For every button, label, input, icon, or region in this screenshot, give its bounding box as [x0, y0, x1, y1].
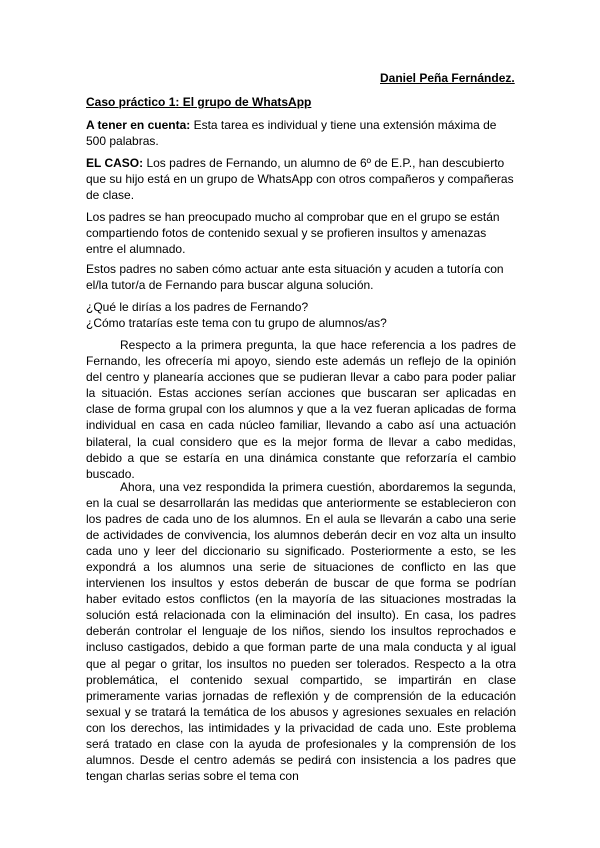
- concern-paragraph: Los padres se han preocupado mucho al comprobar que en el grupo se están compartiendo fotos de contenido sexual y se profieren insultos y amenazas entre el alumnado.: [86, 210, 500, 256]
- case-text: Los padres de Fernando, un alumno de 6º de E.P., han descubierto que su hijo está en un grupo de WhatsApp con otros compañeros y compañeras de clase.: [86, 156, 514, 202]
- case-paragraph: [86, 155, 516, 203]
- note-paragraph: [86, 117, 516, 149]
- questions: [86, 299, 516, 331]
- question-1: ¿Qué le dirías a los padres de Fernando?: [86, 300, 309, 314]
- answer-paragraph-2: Ahora, una vez respondida la primera cuestión, abordaremos la segunda, en la cual se desarrollarán las medidas que anteriormente se establecieron con los padres de cada uno de los alumnos. En el aula se llevarán a cabo una serie de actividades de convivencia, los alumnos deberán decir en voz alta un insulto cada uno y leer del diccionario su significado. Posteriormente a esto, se les expondrá a los alumnos una serie de situaciones de conflicto en las que intervienen los insultos y estos deberán de buscar de que forma se podrían haber evitado estos conflictos (en la mayoría de las situaciones mostradas la solución está relacionada con la eliminación del insulto). En casa, los padres deberán controlar el lenguaje de los niños, siendo los insultos reprochados e incluso castigados, debido a que forman parte de una mala conducta y al igual que al pegar o gritar, los insultos no pueden ser tolerados. Respecto a la otra problemática, el contenido sexual compartido, se impartirán en clase primeramente varias jornadas de reflexión y de comprensión de la educación sexual y se tratará la temática de los abusos y agresiones sexuales en relación con los derechos, las intimidades y la privacidad de cada uno. Este problema será tratado en clase con la ayuda de profesionales y la comprensión de los alumnos. Desde el centro además se pedirá con insistencia a los padres que tengan charlas serias sobre el tema con: [86, 480, 516, 783]
- note-label: A tener en cuenta:: [86, 118, 191, 132]
- document-title: Caso práctico 1: El grupo de WhatsApp: [86, 95, 312, 109]
- case-label: EL CASO:: [86, 156, 144, 170]
- answer-paragraph-1: Respecto a la primera pregunta, la que hace referencia a los padres de Fernando, les ofrecería mi apoyo, siendo este además un reflejo de la opinión del centro y planearía acciones que se pudieran llevar a cabo para poder paliar la situación. Estas acciones serían acciones que buscaran ser aplicadas en clase de forma grupal con los alumnos y que a la vez fueran aplicadas de forma individual en casa en cada núcleo familiar, llevando a cabo así una actuación bilateral, la cual considero que es la mejor forma de llevar a cabo medidas, debido a que se estaría en una dinámica constante que reforzaría el cambio buscado.: [86, 338, 516, 481]
- question-2: ¿Cómo tratarías este tema con tu grupo de alumnos/as?: [86, 316, 387, 330]
- tutor-paragraph: Estos padres no saben cómo actuar ante esta situación y acuden a tutoría con el/la tutor/a de Fernando para buscar alguna solución.: [86, 262, 504, 292]
- author-name: Daniel Peña Fernández.: [380, 71, 515, 85]
- note-text: Esta tarea es individual y tiene una extensión máxima de 500 palabras.: [86, 118, 497, 148]
